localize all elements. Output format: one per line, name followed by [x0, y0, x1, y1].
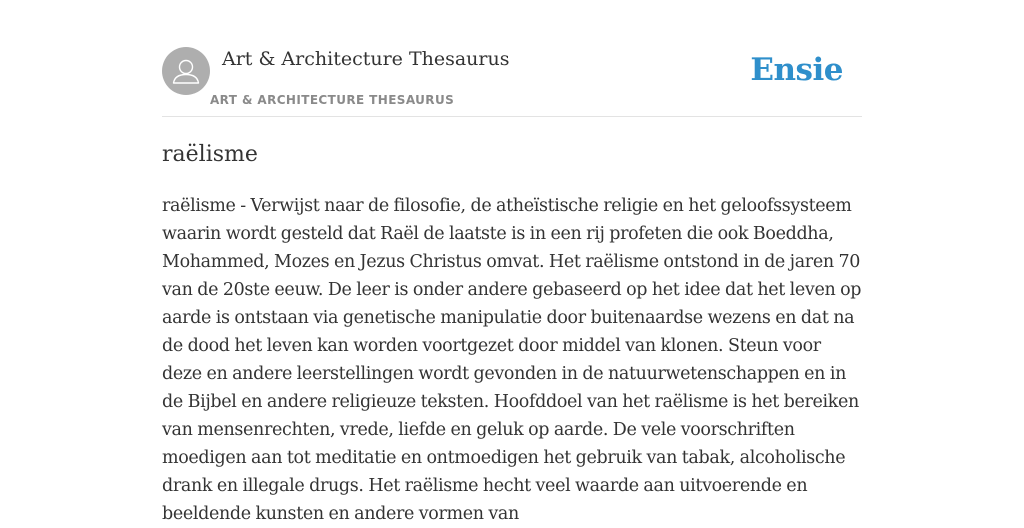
user-silhouette-icon [162, 47, 210, 95]
author-source-label[interactable]: ART & ARCHITECTURE THESAURUS [210, 93, 455, 107]
entry-header [162, 47, 862, 117]
author-name[interactable]: Art & Architecture Thesaurus [222, 48, 510, 70]
author-avatar[interactable] [162, 47, 210, 95]
entry-definition: raëlisme - Verwijst naar de filosofie, de atheïstische religie en het geloofssysteem waarin wordt gesteld dat Raël de laatste is in een rij profeten die ook Boeddha, Mohammed, Mozes en Jezus Christus omvat. Het raëlisme ontstond in de jaren 70 van de 20ste eeuw. De leer is onder andere gebaseerd op het idee dat het leven op aarde is ontstaan via genetische manipulatie door buitenaardse wezens en dat na de dood het leven kan worden voortgezet door middel van klonen. Steun voor deze en andere leerstellingen wordt gevonden in de natuurwetenschappen en in de Bijbel en andere religieuze teksten. Hoofddoel van het raëlisme is het bereiken van mensenrechten, vrede, liefde en geluk op aarde. De vele voorschriften moedigen aan tot meditatie en ontmoedigen het gebruik van tabak, alcoholische drank en illegale drugs. Het raëlisme hecht veel waarde aan uitvoerende en beeldende kunsten en andere vormen van [162, 196, 862, 524]
ensie-logo[interactable]: Ensie [750, 52, 843, 88]
entry-title: raëlisme [162, 142, 258, 167]
